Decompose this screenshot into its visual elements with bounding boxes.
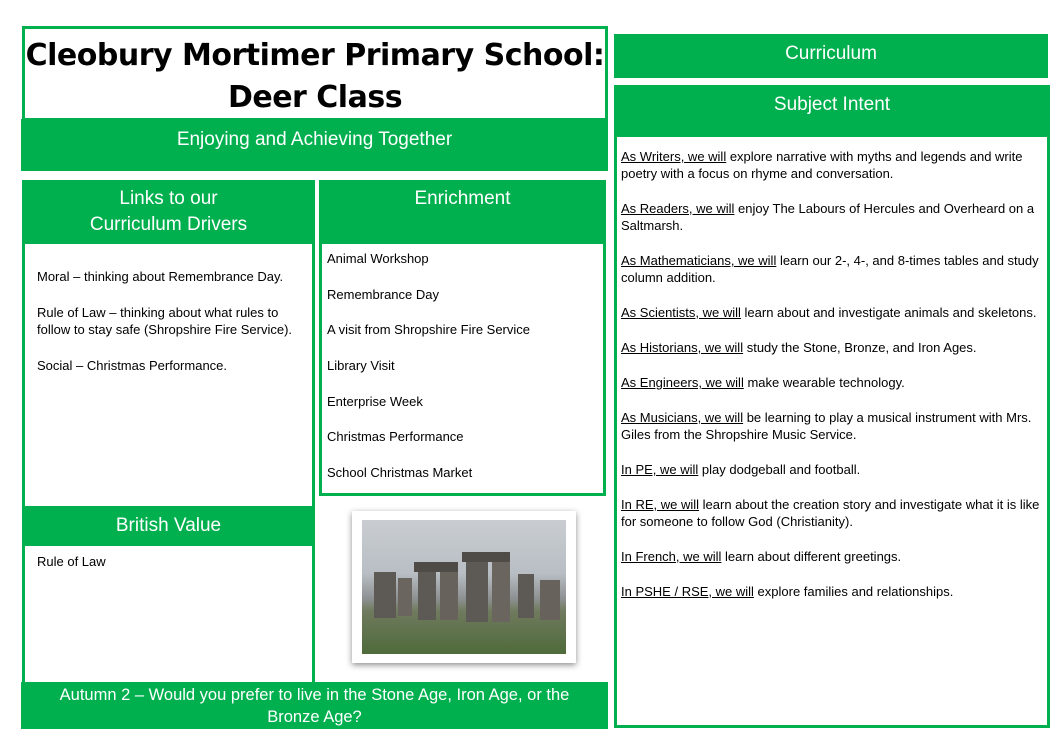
british-value-heading: British Value [22, 506, 315, 546]
intent-engineers: As Engineers, we will make wearable technology. [621, 375, 905, 390]
enrichment-item: Library Visit [327, 358, 395, 374]
intent-writers: As Writers, we will explore narrative with myths and legends and write poetry with a focus on rhyme and conversation. [621, 149, 1023, 181]
enrichment-item: Enterprise Week [327, 393, 423, 409]
driver-item-social: Social – Christmas Performance. [37, 358, 228, 373]
intent-mathematicians: As Mathematicians, we will learn our 2-, 4-, and 8-times tables and study column addition. [621, 253, 1039, 285]
curriculum-heading: Curriculum [614, 34, 1048, 78]
enrichment-item: Remembrance Day [327, 286, 439, 302]
drivers-heading-line1: Links to our [119, 188, 218, 209]
intent-french: In French, we will learn about different greetings. [621, 549, 902, 564]
intent-musicians: As Musicians, we will be learning to play a musical instrument with Mrs. Giles from the Shropshire Music Service. [621, 410, 1032, 442]
page-title-line2: Deer Class [227, 80, 403, 115]
british-value-text: Rule of Law [37, 554, 106, 569]
subject-intent-heading: Subject Intent [614, 85, 1050, 137]
enrichment-item: A visit from Shropshire Fire Service [327, 322, 531, 338]
intent-readers: As Readers, we will enjoy The Labours of Hercules and Overheard on a Saltmarsh. [621, 201, 1035, 233]
topic-banner: Autumn 2 – Would you prefer to live in the Stone Age, Iron Age, or the Bronze Age? [21, 682, 608, 729]
intent-pshe-rse: In PSHE / RSE, we will explore families and relationships. [621, 584, 954, 599]
intent-pe: In PE, we will play dodgeball and football. [621, 462, 861, 477]
enrichment-item: School Christmas Market [327, 465, 473, 481]
title-box [22, 26, 608, 121]
page-title-line1: Cleobury Mortimer Primary School: [25, 38, 605, 73]
intent-re: In RE, we will learn about the creation story and investigate what it is like for someone to follow God (Christianity). [621, 497, 1040, 529]
enrichment-heading: Enrichment [319, 180, 606, 244]
drivers-list [37, 268, 305, 374]
enrichment-item: Animal Workshop [327, 251, 429, 266]
motto-banner: Enjoying and Achieving Together [21, 119, 608, 171]
intent-scientists: As Scientists, we will learn about and investigate animals and skeletons. [621, 305, 1037, 320]
enrichment-list [327, 250, 599, 500]
driver-item-rule-of-law: Rule of Law – thinking about what rules to follow to stay safe (Shropshire Fire Service). [37, 305, 293, 337]
driver-item-moral: Moral – thinking about Remembrance Day. [37, 269, 284, 284]
drivers-heading-line2: Curriculum Drivers [89, 214, 248, 235]
subject-intent-list [621, 148, 1045, 618]
enrichment-item: Christmas Performance [327, 429, 464, 445]
drivers-heading [22, 180, 315, 244]
intent-historians: As Historians, we will study the Stone, Bronze, and Iron Ages. [621, 340, 977, 355]
stonehenge-photo [352, 511, 576, 663]
